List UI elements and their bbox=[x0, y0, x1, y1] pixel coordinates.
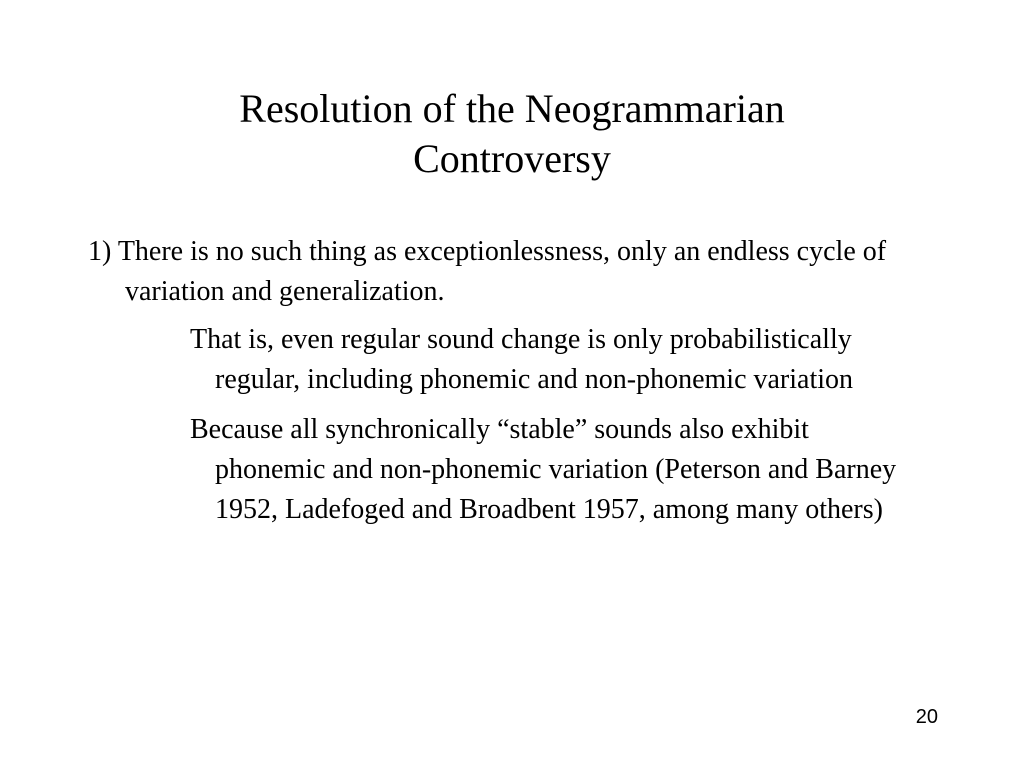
slide-body bbox=[88, 232, 908, 540]
slide-title bbox=[112, 84, 912, 184]
main-point: 1) There is no such thing as exceptionlessness, only an endless cycle of variation and generalization. bbox=[88, 236, 887, 307]
subpoint-stable-sounds: Because all synchronically “stable” sounds also exhibit phonemic and non-phonemic variation (Peterson and Barney 1952, Ladefoged and Broadbent 1957, among many others) bbox=[190, 414, 897, 525]
slide-title-line-1: Resolution of the Neogrammarian bbox=[239, 86, 785, 131]
slide-title-line-2: Controversy bbox=[413, 136, 611, 181]
subpoint-probabilistic-regularity: That is, even regular sound change is only probabilistically regular, including phonemic and non-phonemic variation bbox=[190, 324, 854, 395]
slide-number: 20 bbox=[915, 706, 938, 728]
